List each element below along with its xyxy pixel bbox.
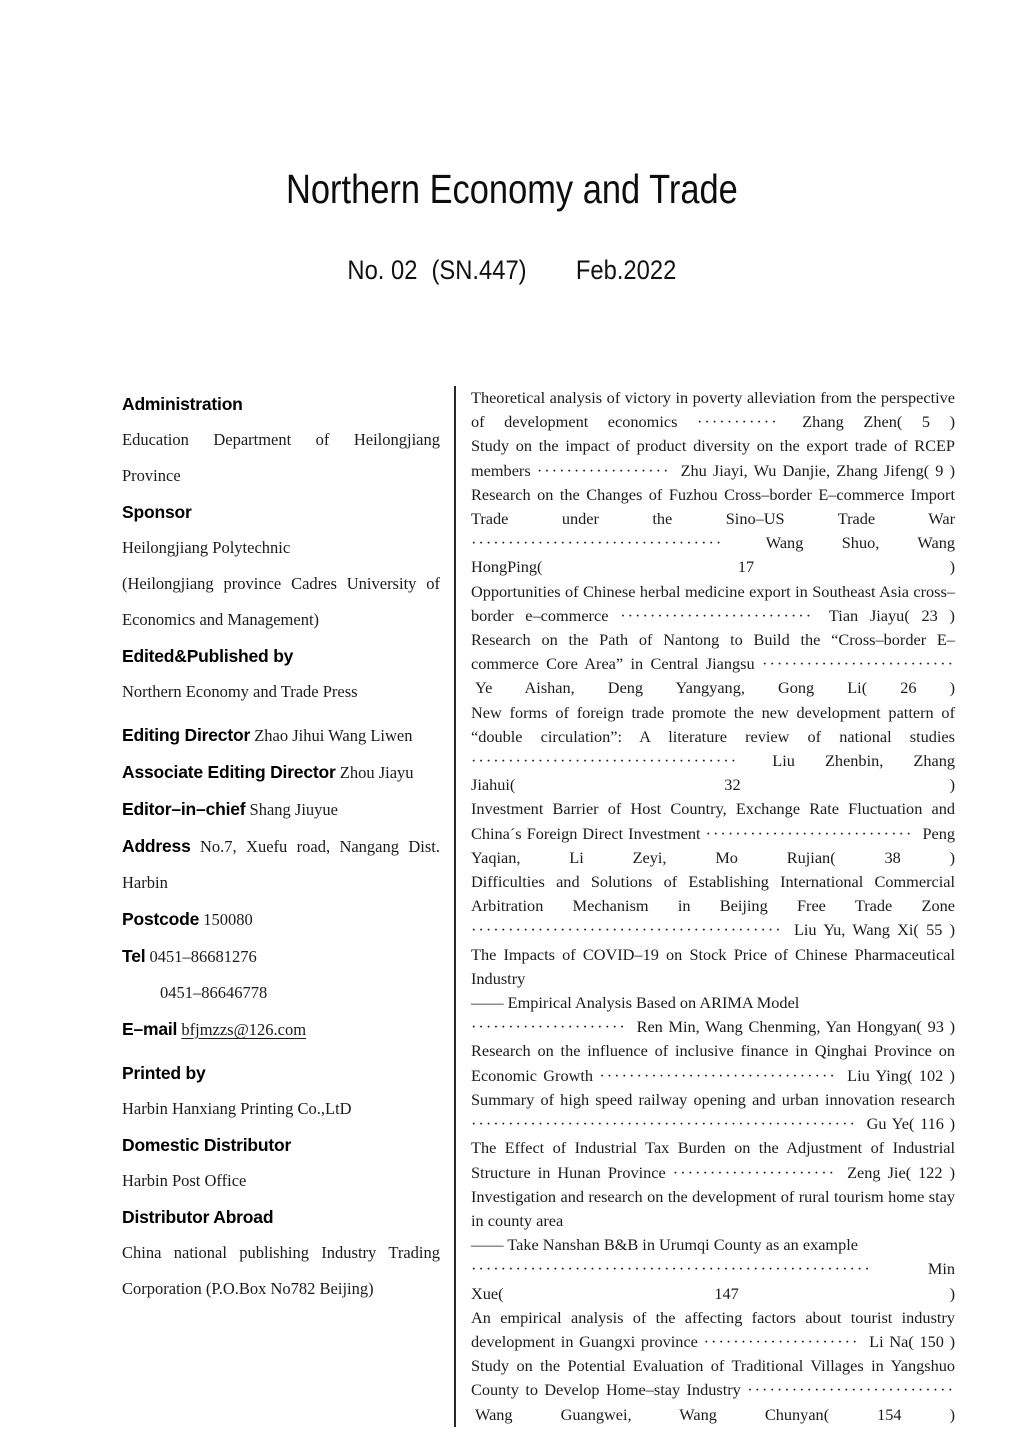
email-label: E–mail <box>122 1019 178 1039</box>
toc-page-number: ( 55 ) <box>913 920 956 940</box>
toc-page-number: ( 38 ) <box>830 847 955 867</box>
toc-page-number: ( 150 ) <box>908 1331 955 1351</box>
tel-value-1: 0451–86681276 <box>149 947 257 966</box>
sponsor-value: Heilongjiang Polytechnic <box>122 538 291 557</box>
postcode-value: 150080 <box>203 910 253 929</box>
toc-leader-dots: ····················· <box>471 1017 627 1037</box>
toc-page-number: ( 5 ) <box>896 412 955 432</box>
toc-page-number: ( 23 ) <box>904 605 955 625</box>
toc-authors: Liu Ying <box>847 1065 908 1085</box>
toc-entry-title: The Effect of Industrial Tax Burden on the Adjustment of Industrial Structure in Hunan Province <box>471 1138 955 1182</box>
toc-entry <box>471 1088 955 1136</box>
associate-editing-director-label: Associate Editing Director <box>122 762 336 782</box>
toc-authors: Li Na <box>869 1331 909 1351</box>
toc-page-number: ( 102 ) <box>907 1065 955 1085</box>
printed-by-label: Printed by <box>122 1063 206 1083</box>
toc-authors: Ye Aishan, Deng Yangyang, Gong Li <box>475 678 862 698</box>
toc-leader-dots: ·························· <box>762 654 956 674</box>
serial-number: (SN.447) <box>431 255 527 285</box>
toc-entry-title: Theoretical analysis of victory in poverty alleviation from the perspective of development economics <box>471 388 955 432</box>
toc-entry <box>471 870 955 943</box>
toc-entry-title: Investment Barrier of Host Country, Exchange Rate Fluctuation and China´s Foreign Direct Investment <box>471 799 955 843</box>
toc-leader-dots: ·································· <box>471 533 724 553</box>
toc-entry <box>471 434 955 482</box>
toc-entry-title: Research on the influence of inclusive finance in Qinghai Province on Economic Growth <box>471 1041 955 1085</box>
toc-leader-dots: ····················· <box>703 1331 860 1351</box>
toc-leader-dots: ·········································· <box>471 920 783 940</box>
tel-label: Tel <box>122 946 146 966</box>
toc-entry-subtitle: —— Take Nanshan B&B in Urumqi County as an example <box>471 1235 858 1255</box>
distributor-abroad-label: Distributor Abroad <box>122 1207 274 1227</box>
email-address-link[interactable]: bfjmzzs@126.com <box>181 1020 307 1039</box>
associate-editing-director-row <box>122 754 440 791</box>
address-row <box>122 828 440 901</box>
toc-leader-dots: ······················ <box>672 1162 837 1182</box>
toc-entry <box>471 483 955 580</box>
administration-label: Administration <box>122 394 243 414</box>
toc-entry <box>471 580 955 628</box>
toc-entry <box>471 1185 955 1306</box>
postcode-label: Postcode <box>122 909 200 929</box>
administration-value: Education Department of Heilongjiang Province <box>122 430 440 485</box>
toc-page-number: ( 154 ) <box>823 1404 955 1424</box>
toc-entry-title: Research on the Path of Nantong to Build the “Cross–border E–commerce Core Area” in Central Jiangsu <box>471 630 955 674</box>
toc-page-number: ( 17 ) <box>537 557 955 577</box>
editor-in-chief-value: Shang Jiuyue <box>249 800 339 819</box>
toc-leader-dots: ···························· <box>747 1380 955 1400</box>
toc-page-number: ( 122 ) <box>905 1162 956 1182</box>
sponsor-value-parenthetical: (Heilongjiang province Cadres University of Economics and Management) <box>122 574 440 629</box>
toc-entry-title: Research on the Changes of Fuzhou Cross–border E–commerce Import Trade under the Sino–US Trade War <box>471 484 955 529</box>
toc-entry <box>471 1354 955 1427</box>
associate-editing-director-value: Zhou Jiayu <box>339 763 414 782</box>
journal-title: Northern Economy and Trade <box>286 166 738 212</box>
toc-entry-title: Difficulties and Solutions of Establishing International Commercial Arbitration Mechanism in Beijing Free Trade Zone <box>471 872 955 916</box>
toc-page-number: ( 116 ) <box>908 1114 955 1134</box>
editing-director-value: Zhao Jihui Wang Liwen <box>254 726 413 745</box>
toc-authors: Wang Shuo, Wang HongPing <box>471 533 955 577</box>
toc-authors: Zhu Jiayi, Wu Danjie, Zhang Jifeng <box>680 460 924 480</box>
address-value: No.7, Xuefu road, Nangang Dist. Harbin <box>122 837 441 892</box>
toc-page-number: ( 32 ) <box>509 775 955 795</box>
toc-entry-title: Opportunities of Chinese herbal medicine export in Southeast Asia cross–border e–commerce <box>471 581 955 625</box>
toc-entry <box>471 386 955 434</box>
toc-entry <box>471 1136 955 1184</box>
toc-entry <box>471 701 955 798</box>
toc-entry <box>471 628 955 701</box>
editing-director-row <box>122 717 440 754</box>
toc-authors: Peng Yaqian, Li Zeyi, Mo Rujian <box>471 823 955 867</box>
toc-entry-title: Study on the impact of product diversity on the export trade of RCEP members <box>471 436 955 480</box>
issue-date: Feb.2022 <box>576 255 677 285</box>
postcode-row <box>122 901 440 938</box>
toc-authors: Wang Guangwei, Wang Chunyan <box>475 1404 824 1424</box>
toc-leader-dots: ·························· <box>620 605 814 625</box>
tel-row <box>122 938 440 975</box>
toc-entry-title: Study on the Potential Evaluation of Traditional Villages in Yangshuo County to Develop Home–stay Industry <box>471 1356 955 1400</box>
address-label: Address <box>122 836 191 856</box>
toc-entry-title: Summary of high speed railway opening and urban innovation research <box>471 1089 955 1109</box>
masthead <box>0 0 1024 286</box>
toc-authors: Gu Ye <box>866 1114 909 1134</box>
issue-number: No. 02 <box>347 255 418 285</box>
toc-page-number: ( 93 ) <box>916 1017 955 1037</box>
toc-entry-subtitle: —— Empirical Analysis Based on ARIMA Model <box>471 993 800 1013</box>
toc-leader-dots: ···································· <box>471 751 739 771</box>
domestic-distributor-label: Domestic Distributor <box>122 1135 292 1155</box>
toc-authors: Tian Jiayu <box>828 605 905 625</box>
edited-published-value: Northern Economy and Trade Press <box>122 682 358 701</box>
toc-authors: Zeng Jie <box>847 1162 906 1182</box>
table-of-contents <box>456 386 955 1427</box>
toc-page-number: ( 9 ) <box>923 460 955 480</box>
editor-in-chief-label: Editor–in–chief <box>122 799 246 819</box>
toc-entry-title: Investigation and research on the development of rural tourism home stay in county area <box>471 1186 955 1230</box>
tel-value-2: 0451–86646778 <box>160 983 268 1002</box>
toc-entry <box>471 797 955 870</box>
toc-entry <box>471 943 955 1040</box>
toc-entry-title: The Impacts of COVID–19 on Stock Price of Chinese Pharmaceutical Industry <box>471 944 955 988</box>
toc-entry-title: An empirical analysis of the affecting factors about tourist industry development in Guangxi province <box>471 1307 955 1351</box>
toc-authors: Min Xue <box>471 1259 955 1303</box>
toc-leader-dots: ··········· <box>697 412 779 432</box>
toc-leader-dots: ···························· <box>705 823 914 843</box>
toc-entry <box>471 1039 955 1087</box>
toc-leader-dots: ···················································· <box>471 1114 857 1134</box>
distributor-abroad-value: China national publishing Industry Trading Corporation (P.O.Box No782 Beijing) <box>122 1243 440 1298</box>
sponsor-label: Sponsor <box>122 502 192 522</box>
content-columns <box>122 386 955 1427</box>
toc-entry-title: New forms of foreign trade promote the new development pattern of “double circulation”: A literature review of national studies <box>471 702 955 746</box>
toc-page-number: ( 147 ) <box>498 1283 955 1303</box>
publisher-info-panel <box>122 386 454 1427</box>
toc-authors: Liu Yu, Wang Xi <box>793 920 914 940</box>
toc-entry <box>471 1306 955 1354</box>
toc-authors: Zhang Zhen <box>802 412 897 432</box>
email-row <box>122 1011 440 1048</box>
toc-leader-dots: ······················································ <box>471 1259 872 1279</box>
toc-authors: Liu Zhenbin, Zhang Jiahui <box>471 751 955 795</box>
toc-authors: Ren Min, Wang Chenming, Yan Hongyan <box>636 1017 917 1037</box>
printed-by-value: Harbin Hanxiang Printing Co.,LtD <box>122 1099 352 1118</box>
editing-director-label: Editing Director <box>122 725 251 745</box>
edited-published-label: Edited&Published by <box>122 646 294 666</box>
editor-in-chief-row <box>122 791 440 828</box>
toc-leader-dots: ·················· <box>536 460 671 480</box>
issue-line <box>0 255 1024 286</box>
toc-leader-dots: ································ <box>599 1065 837 1085</box>
domestic-distributor-value: Harbin Post Office <box>122 1171 247 1190</box>
toc-page-number: ( 26 ) <box>861 678 956 698</box>
